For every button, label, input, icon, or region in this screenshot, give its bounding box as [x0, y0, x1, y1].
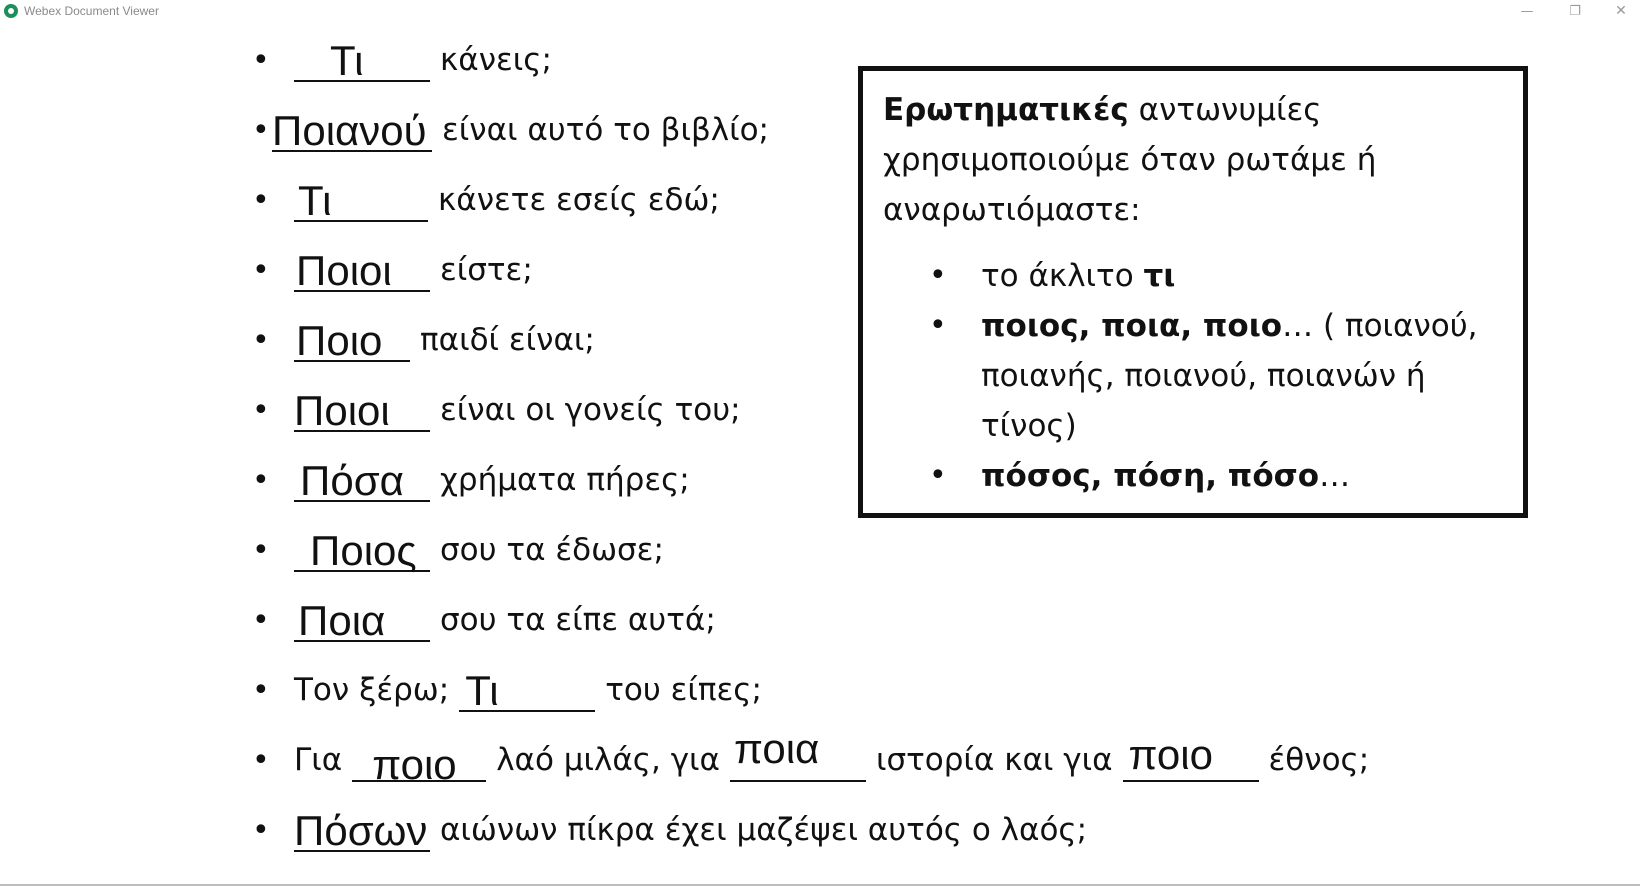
question-text: Τον ξέρω;: [294, 672, 450, 708]
question-text: κάνεις;: [440, 42, 552, 78]
answer-text: Ποιανού: [272, 107, 427, 154]
list-item: [252, 162, 720, 222]
bullet: •: [252, 183, 270, 218]
answer-blank: [272, 102, 432, 152]
info-item-text: …: [1319, 458, 1351, 494]
info-box: [858, 66, 1528, 518]
info-list: [883, 251, 1503, 501]
bullet: •: [252, 463, 270, 498]
answer-blank: [352, 732, 486, 788]
answer-text: Τι: [330, 37, 364, 84]
question-text: είναι οι γονείς του;: [440, 392, 741, 428]
list-item: [252, 512, 664, 572]
answer-text: Ποιοι: [296, 247, 392, 294]
bullet: •: [252, 533, 270, 568]
info-item-bold: πόσος, πόση, πόσο: [981, 458, 1320, 494]
info-item-text: το άκλιτο: [981, 258, 1144, 294]
answer-text: Ποιο: [296, 317, 383, 364]
question-text: έθνος;: [1268, 742, 1370, 778]
list-item: [252, 652, 762, 712]
list-item: [252, 442, 690, 502]
question-text: σου τα έδωσε;: [440, 532, 664, 568]
question-text: αιώνων πίκρα έχει μαζέψει αυτός ο λαός;: [440, 812, 1088, 848]
bullet: •: [252, 743, 270, 778]
answer-blank: [294, 452, 430, 502]
restore-button[interactable]: ❐: [1569, 3, 1581, 19]
bullet: •: [252, 253, 270, 288]
question-text: είναι αυτό το βιβλίο;: [442, 112, 769, 148]
list-item: [252, 582, 716, 642]
answer-text: Τι: [465, 667, 499, 714]
bullet: •: [929, 308, 947, 343]
answer-text: Ποιοι: [294, 387, 390, 434]
minimize-button[interactable]: —: [1520, 3, 1534, 19]
question-text: του είπες;: [605, 672, 762, 708]
answer-text: Ποιος: [310, 527, 417, 574]
answer-blank: [730, 725, 866, 782]
question-text: Για: [294, 742, 343, 778]
answer-text: Ποια: [298, 597, 386, 644]
list-item: [252, 372, 741, 432]
bullet: •: [929, 458, 947, 493]
answer-blank: [1123, 732, 1259, 782]
window-title: Webex Document Viewer: [24, 4, 159, 18]
list-item: [252, 22, 552, 82]
answer-blank: [294, 242, 430, 292]
answer-blank: [294, 172, 428, 222]
close-button[interactable]: ✕: [1615, 3, 1627, 19]
bullet: •: [252, 113, 270, 148]
bullet: •: [252, 323, 270, 358]
info-list-item: [883, 251, 1503, 301]
answer-text: ποιο: [1128, 731, 1213, 778]
bullet: •: [252, 673, 270, 708]
question-text: λαό μιλάς, για: [496, 742, 720, 778]
answer-blank: [294, 312, 410, 362]
answer-text: Τι: [298, 177, 332, 224]
info-item-bold: ποιος, ποια, ποιο: [981, 308, 1283, 344]
answer-blank: [294, 592, 430, 642]
bullet: •: [929, 258, 947, 293]
question-text: είστε;: [440, 252, 533, 288]
bullet: •: [252, 813, 270, 848]
list-item: [252, 302, 595, 362]
info-item-text: … ( ποιανού, ποιανής, ποιανού, ποιανών ή τίνος): [981, 308, 1478, 444]
info-lead-text: αντωνυμίες χρησιμοποιούμε όταν ρωτάμε ή αναρωτιόμαστε:: [883, 92, 1377, 228]
question-text: κάνετε εσείς εδώ;: [438, 182, 720, 218]
question-text: ιστορία και για: [875, 742, 1113, 778]
list-item: [252, 92, 769, 152]
bullet: •: [252, 393, 270, 428]
answer-blank: [294, 32, 430, 82]
webex-app-icon: [4, 4, 18, 18]
info-lead: [883, 85, 1503, 235]
answer-blank: [294, 522, 430, 572]
info-list-item: [883, 301, 1503, 451]
info-lead-bold: Ερωτηματικές: [883, 92, 1129, 128]
list-item: [252, 722, 1370, 788]
bullet: •: [252, 43, 270, 78]
list-item: [252, 792, 1087, 852]
list-item: [252, 232, 533, 292]
answer-blank: [294, 802, 430, 852]
answer-blank: [294, 382, 430, 432]
document-page: [0, 22, 1640, 886]
answer-blank: [459, 662, 595, 712]
question-text: σου τα είπε αυτά;: [440, 602, 716, 638]
info-list-item: [883, 451, 1503, 501]
answer-text: Πόσα: [300, 457, 404, 504]
question-text: χρήματα πήρες;: [440, 462, 690, 498]
answer-text: Πόσων: [294, 807, 428, 854]
question-text: παιδί είναι;: [420, 322, 595, 358]
info-item-bold: τι: [1143, 258, 1176, 294]
answer-text: ποια: [733, 725, 820, 772]
title-bar: [0, 0, 1640, 22]
answer-text: ποιο: [372, 741, 457, 788]
bullet: •: [252, 603, 270, 638]
